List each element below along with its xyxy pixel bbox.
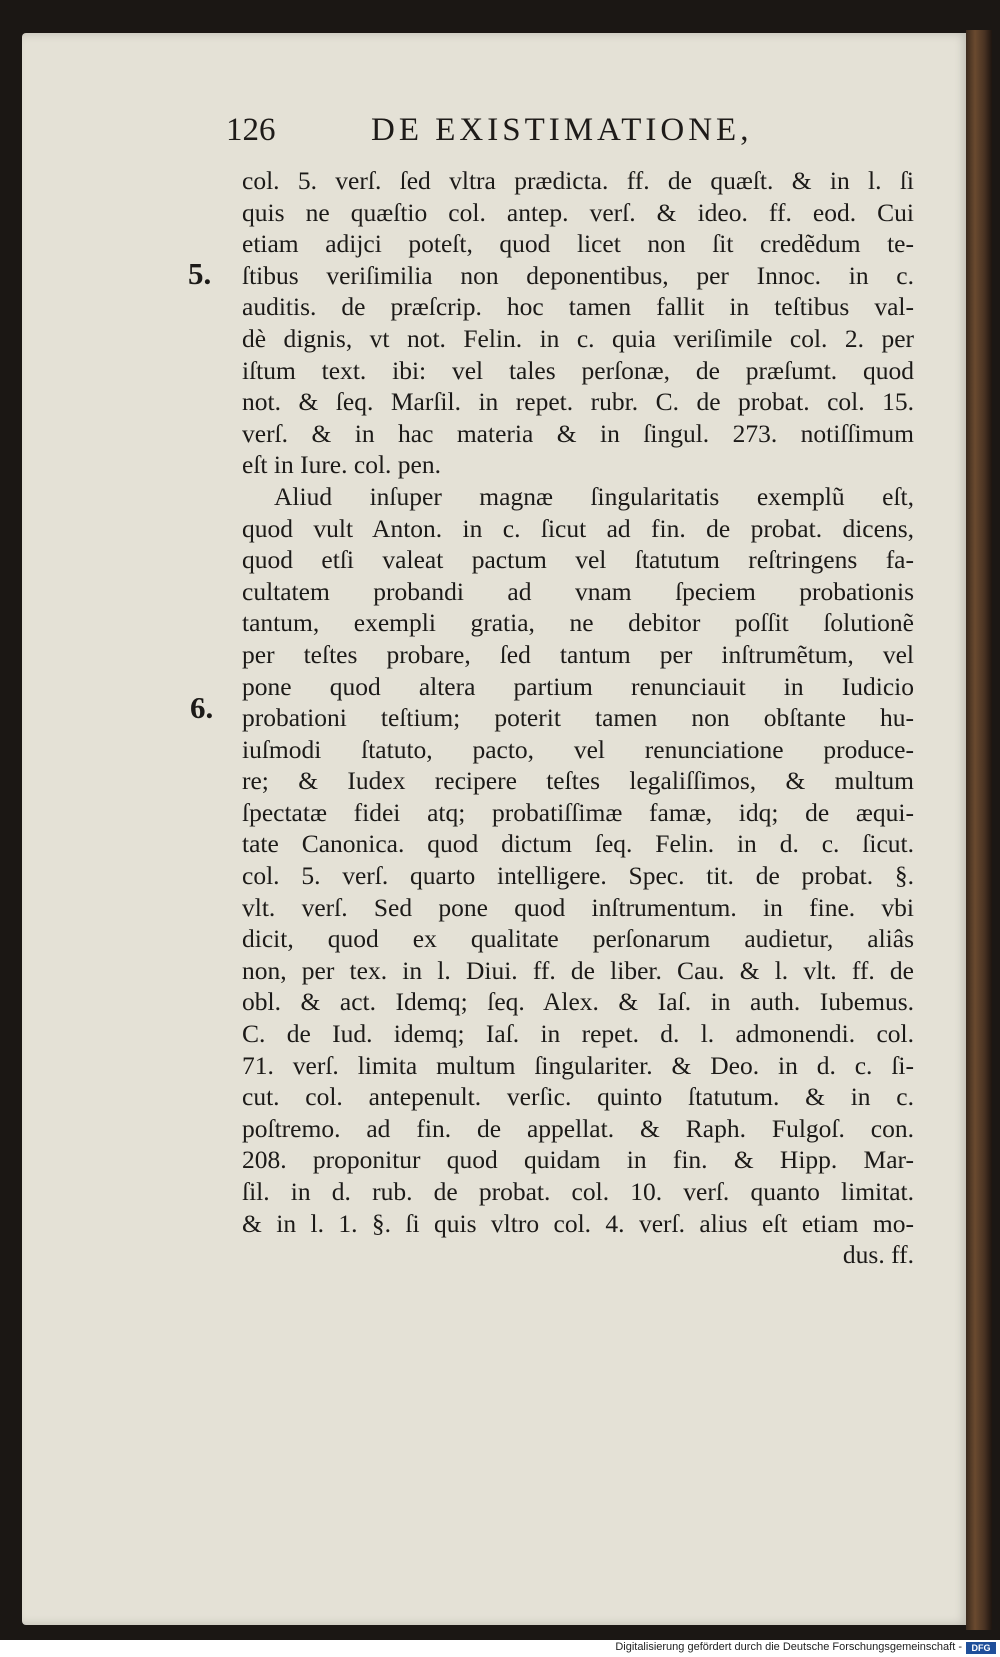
text-line: not. & ſeq. Marſil. in repet. rubr. C. de probat. col. 15. xyxy=(242,387,914,417)
running-head xyxy=(226,112,926,158)
text-line: iuſmodi ſtatuto, pacto, vel renunciatione produce- xyxy=(242,734,914,764)
text-line: quod etſi valeat pactum vel ſtatutum reſtringens fa- xyxy=(242,545,914,575)
page-number: 126 xyxy=(226,112,276,148)
running-title: DE EXISTIMATIONE, xyxy=(371,112,753,148)
text-line: per teſtes probare, ſed tantum per inſtrumẽtum, vel xyxy=(242,639,914,669)
text-line: iſtum text. ibi: vel tales perſonæ, de præſumt. quod xyxy=(242,355,914,385)
text-line: col. 5. verſ. quarto intelligere. Spec. tit. de probat. §. xyxy=(242,861,914,891)
text-line: vlt. verſ. Sed pone quod inſtrumentum. in fine. vbi xyxy=(242,892,914,922)
book-edge xyxy=(966,30,992,1630)
text-line: auditis. de præſcrip. hoc tamen fallit in teſtibus val- xyxy=(242,292,914,322)
text-line: dè dignis, vt not. Felin. in c. quia veriſimile col. 2. per xyxy=(242,323,914,353)
marginal-number-5: 5. xyxy=(188,256,212,291)
text-line: quod vult Anton. in c. ſicut ad fin. de probat. dicens, xyxy=(242,513,914,543)
text-line: poſtremo. ad fin. de appellat. & Raph. Fulgoſ. con. xyxy=(242,1113,914,1143)
text-line: cut. col. antepenult. verſic. quinto ſtatutum. & in c. xyxy=(242,1082,914,1112)
text-line: 208. proponitur quod quidam in fin. & Hipp. Mar- xyxy=(242,1145,914,1175)
text-line: & in l. 1. §. ſi quis vltro col. 4. verſ. alius eſt etiam mo- xyxy=(242,1208,914,1238)
text-line: re; & Iudex recipere teſtes legaliſſimos, & multum xyxy=(242,766,914,796)
text-line: eſt in Iure. col. pen. xyxy=(242,450,441,480)
body-text xyxy=(242,165,914,1271)
text-line: cultatem probandi ad vnam ſpeciem probationis xyxy=(242,576,914,606)
text-line: ſil. in d. rub. de probat. col. 10. verſ. quanto limitat. xyxy=(242,1177,914,1206)
catchword: dus. ff. xyxy=(842,1240,914,1270)
text-line: ſtibus veriſimilia non deponentibus, per Innoc. in c. xyxy=(242,260,914,290)
text-line: obl. & act. Idemq; ſeq. Alex. & Iaſ. in auth. Iubemus. xyxy=(242,987,914,1017)
text-line: dicit, quod ex qualitate perſonarum audietur, aliâs xyxy=(242,924,914,954)
marginal-number-6: 6. xyxy=(190,690,214,725)
text-line: ſpectatæ fidei atq; probatiſſimæ famæ, idq; de æqui- xyxy=(242,797,914,827)
text-line: probationi teſtium; poterit tamen non obſtante hu- xyxy=(242,703,914,733)
text-line: verſ. & in hac materia & in ſingul. 273. notiſſimum xyxy=(242,418,914,448)
text-line: tate Canonica. quod dictum ſeq. Felin. in d. c. ſicut. xyxy=(242,829,914,859)
funding-notice: Digitalisierung gefördert durch die Deutsche Forschungsgemeinschaft - xyxy=(615,1641,962,1653)
dfg-logo: DFG xyxy=(966,1642,996,1654)
text-line: quis ne quæſtio col. antep. verſ. & ideo. ff. eod. Cui xyxy=(242,197,914,227)
text-line: pone quod altera partium renunciauit in Iudicio xyxy=(242,671,914,701)
text-line: Aliud inſuper magnæ ſingularitatis exemplũ eſt, xyxy=(274,481,914,511)
text-line: non, per tex. in l. Diui. ff. de liber. Cau. & l. vlt. ff. de xyxy=(242,955,914,985)
text-line: tantum, exempli gratia, ne debitor poſſit ſolutionẽ xyxy=(242,608,914,638)
text-line: etiam adijci poteſt, quod licet non ſit credẽdum te- xyxy=(242,229,914,259)
text-line: col. 5. verſ. ſed vltra prædicta. ff. de quæſt. & in l. ſi xyxy=(242,166,914,195)
footer-bar xyxy=(0,1640,1000,1657)
text-line: C. de Iud. idemq; Iaſ. in repet. d. l. admonendi. col. xyxy=(242,1019,914,1049)
text-line: 71. verſ. limita multum ſingulariter. & Deo. in d. c. ſi- xyxy=(242,1050,914,1080)
